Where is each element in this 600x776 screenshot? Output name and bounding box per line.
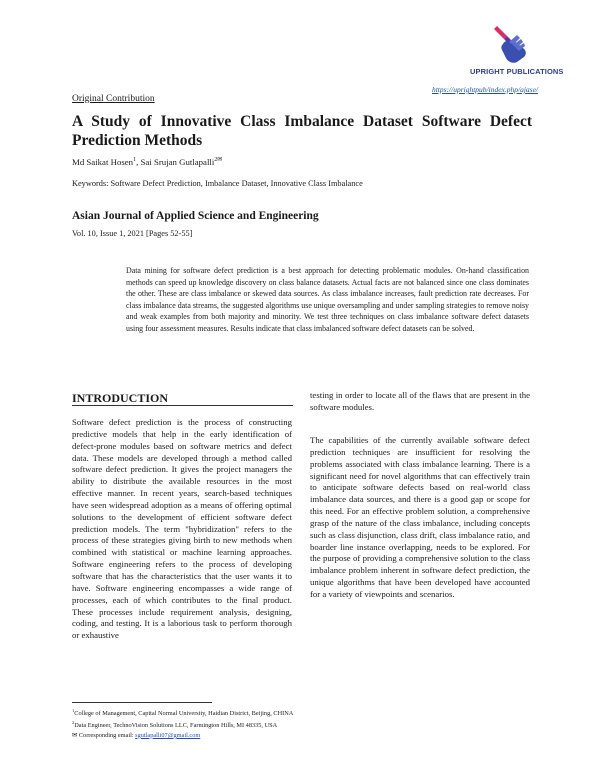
section-heading: INTRODUCTION — [72, 391, 169, 405]
author-name: Sai Srujan Gutlapalli — [140, 156, 215, 167]
journal-name: Asian Journal of Applied Science and Engineering — [72, 210, 319, 222]
journal-url-link[interactable]: https://uprightpub/index.php/ajase/ — [431, 85, 538, 94]
keywords: Keywords: Software Defect Prediction, Imbalance Dataset, Innovative Class Imbalance — [72, 179, 363, 188]
author-affiliation-marker: 2✉ — [214, 157, 223, 163]
corresponding-email-line: ✉ Corresponding email: sgutlapalli07@gmail.com — [72, 731, 201, 739]
footnote-marker: 2 — [72, 720, 75, 726]
body-paragraph: The capabilities of the currently available software defect prediction techniques are insufficient for resolving the problems associated with class imbalance learning. There is a significant need for novel algorithms that can effectively train to anticipate software defects based on real-world class imbalance data sources, and there is a good gap or scope for this need. For an effective problem solution, a comprehensive grasp of the nature of the class imbalance, including concepts such as class disjunction, class drift, class imbalance ratio, and boarder line instance overlapping, needs to be explored. For the purpose of providing a comprehensive solution to the class imbalance problem inherent in software defect prediction, the unique algorithms that have been developed have accounted for a variety of viewpoints and scenarios. — [310, 435, 530, 599]
abstract: Data mining for software defect prediction is a best approach for detecting problematic modules. On-hand classification methods can speed up knowledge discovery on class balance datasets. Actual facts are not balanced since one class dominates the other. These are class imbalance or skewed data sources. As class imbalance increases, fault prediction rate decreases. For class imbalance data streams, the suggested algorithms use unique oversampling and under sampling strategies to remove noisy and weak examples from both majority and minority. We test three techniques on class imbalance software defect datasets using four assessment measures. Results indicate that class imbalanced software defect datasets can be solved. — [126, 266, 529, 333]
contribution-type: Original Contribution — [72, 94, 155, 104]
envelope-icon: ✉ — [72, 731, 78, 739]
author-name: Md Saikat Hosen — [72, 156, 134, 167]
volume-info: Vol. 10, Issue 1, 2021 [Pages 52-55] — [72, 229, 193, 238]
author-affiliation-marker: 1 — [133, 157, 137, 163]
body-paragraph: Software defect prediction is the process of constructing predictive models that help in the early identification of defect-prone modules based on software metrics and defect data. These models are developed through a method called software defect prediction. It gives the project managers the ability to distribute the available resources in the most effective manner. In recent years, search-based techniques have seen widespread adoption as a means of offering optimal solutions to the development of efficient software defect prediction models. The term "hybridization" refers to the process of these strategies giving birth to new methods when combined with statistical or machine learning approaches. Software engineering refers to the process of developing software that has the characteristics that the user wants it to have. Software engineering encompasses a wide range of processes, each of which contributes to the final product. These processes include requirement analysis, designing, coding, and testing. It is a laborious task to perform thorough or exhaustive — [72, 417, 292, 641]
publisher-logo — [470, 20, 564, 90]
body-paragraph-continuation: testing in order to locate all of the flaws that are present in the software modules. — [310, 390, 530, 412]
footnote-2: $^2$Data Engineer, TechnoVision Solutions LLC, Farmington Hills, MI 48335, USA — [72, 720, 278, 730]
footnote-1: $^1$College of Management, Capital Normal University, Haidian District, Beijing, CHINA — [72, 708, 294, 718]
corresponding-email-link[interactable]: sgutlapalli07@gmail.com — [135, 731, 201, 739]
footnote-marker: 1 — [72, 708, 75, 713]
hand-pen-logo-icon — [487, 20, 533, 66]
heading-underline — [72, 405, 293, 406]
publisher-name: UPRIGHT PUBLICATIONS — [470, 67, 564, 76]
footnotes — [72, 706, 293, 740]
authors-line: Md Saikat Hosen$^1$, Sai Srujan Gutlapalli$^{2✉}$ — [72, 156, 223, 167]
footnote-divider — [72, 702, 212, 703]
paper-title: A Study of Innovative Class Imbalance Dataset Software Defect Prediction Methods — [72, 113, 532, 149]
